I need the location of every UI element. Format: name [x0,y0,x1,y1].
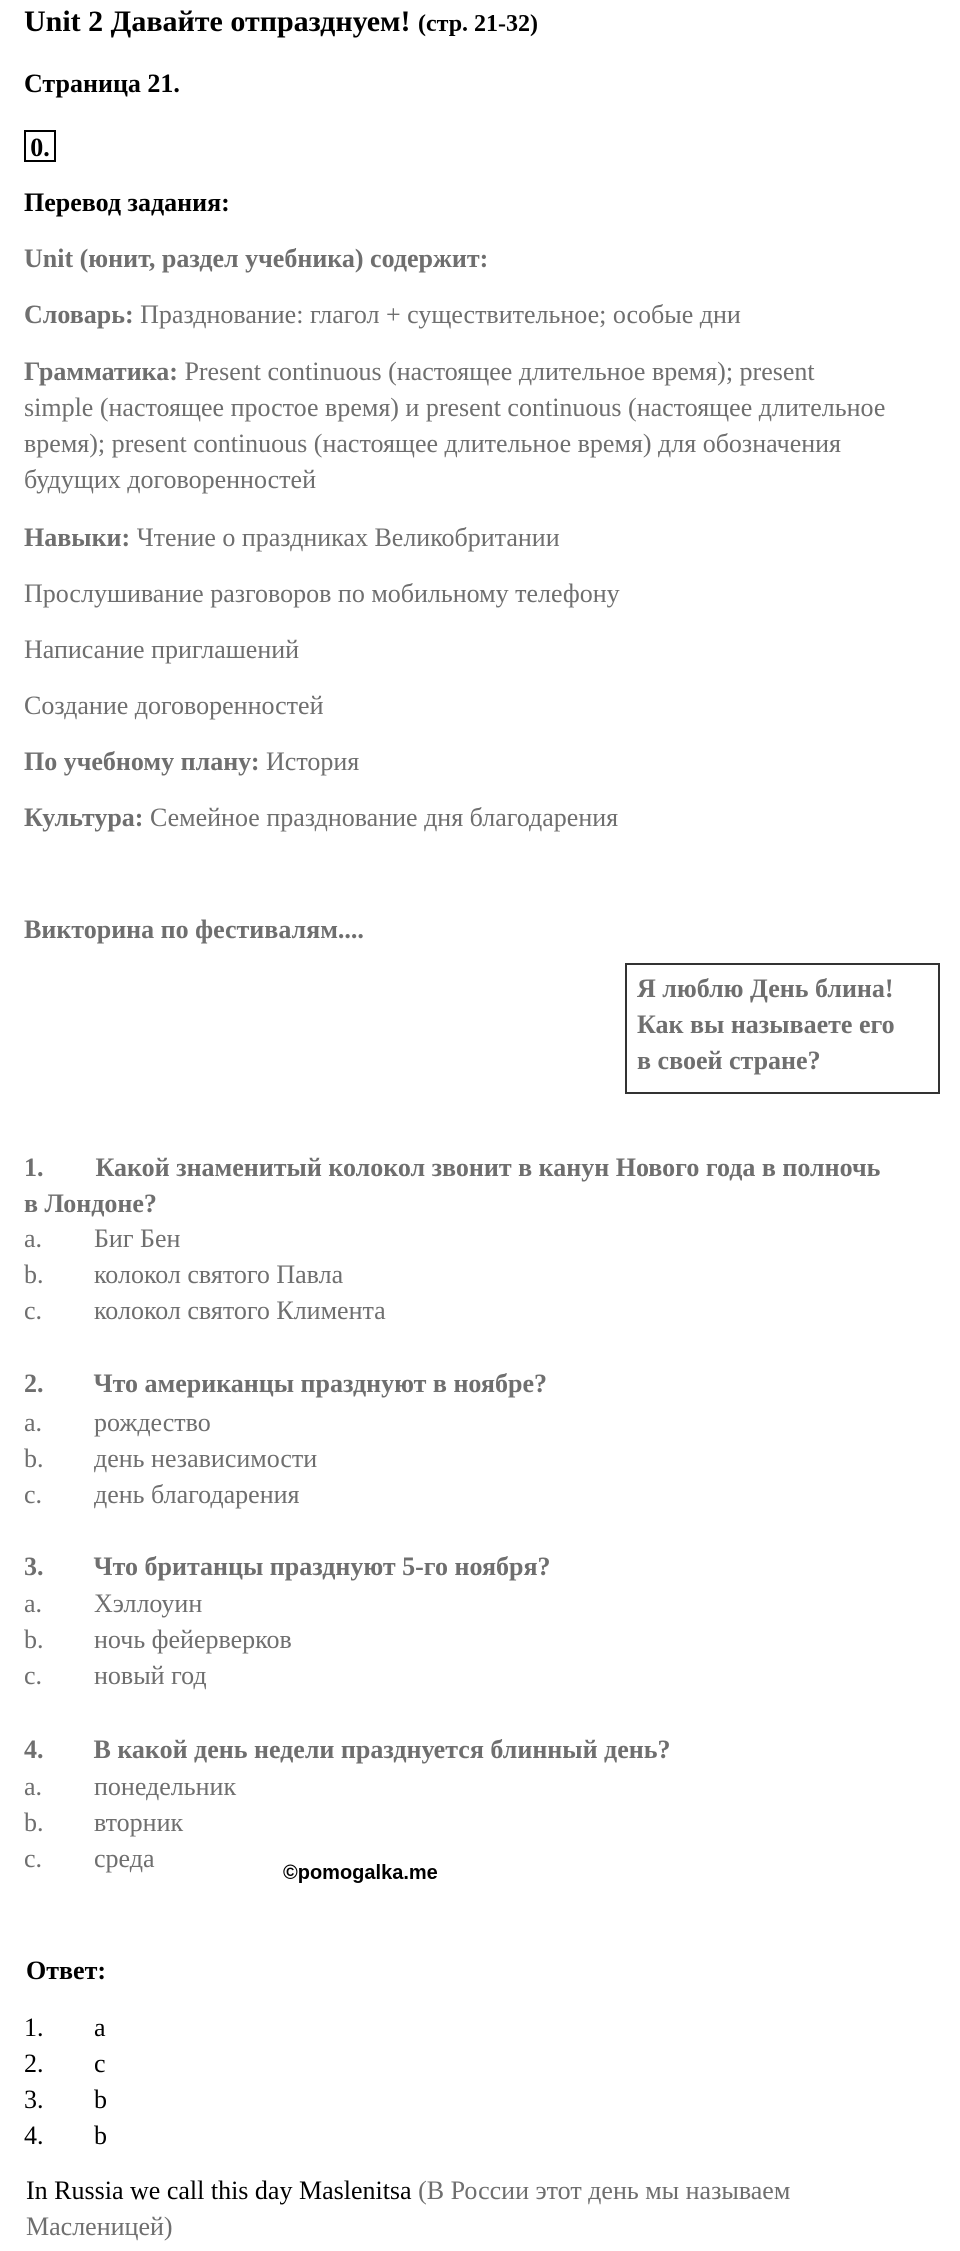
question-1-option-c [0,1294,960,1328]
callout-line-3: в своей стране? [637,1046,821,1075]
option-letter: b. [24,1444,44,1473]
unit-title-text: Unit 2 Давайте отпразднуем! [24,5,411,38]
question-1 [24,1150,880,1186]
curriculum-text: История [259,747,360,776]
question-4 [24,1732,670,1768]
skills-line [24,521,560,555]
question-1-number: 1. [24,1153,44,1182]
option-text: ночь фейерверков [94,1625,292,1654]
watermark: ©pomogalka.me [283,1862,438,1884]
question-2-option-b [0,1442,960,1476]
vocabulary-text: Празднование: глагол + существительное; особые дни [133,300,741,329]
curriculum-label: По учебному плану: [24,747,260,776]
question-4-option-a [0,1770,960,1804]
final-answer-english: In Russia we call this day Maslenitsa [26,2176,412,2205]
question-2-option-c [0,1478,960,1512]
culture-label: Культура: [24,803,144,832]
unit-pages: (стр. 21-32) [417,11,539,37]
skills-writing: Написание приглашений [24,635,300,664]
option-text: Биг Бен [94,1224,181,1253]
answer-number: 3. [24,2085,44,2114]
option-letter: c. [24,1844,43,1873]
page-label: Страница 21. [24,69,180,98]
skills-arrangements: Создание договоренностей [24,691,324,720]
question-4-number: 4. [24,1735,44,1764]
answer-number: 2. [24,2049,44,2078]
answer-value: c [94,2049,106,2078]
option-text: вторник [94,1808,184,1837]
answer-3 [0,2083,960,2117]
option-letter: a. [24,1772,43,1801]
answer-number: 4. [24,2121,44,2150]
question-1-text-line-2: в Лондоне? [24,1189,157,1218]
question-4-option-b [0,1806,960,1840]
option-text: новый год [94,1661,207,1690]
answer-value: b [94,2121,107,2150]
question-3-number: 3. [24,1552,44,1581]
question-3-option-a [0,1587,960,1621]
final-answer-translation-1: (В России этот день мы называем [411,2176,791,2205]
option-text: колокол святого Павла [94,1260,344,1289]
option-letter: b. [24,1808,44,1837]
vocabulary-label: Словарь: [24,300,134,329]
option-letter: a. [24,1224,43,1253]
curriculum-line [24,745,359,779]
grammar-line-4: будущих договоренностей [24,465,316,494]
answer-4 [0,2119,960,2153]
answer-1 [0,2011,960,2045]
question-3-option-b [0,1623,960,1657]
option-text: Хэллоуин [94,1589,203,1618]
option-letter: a. [24,1589,43,1618]
answer-heading: Ответ: [26,1956,107,1985]
grammar-line-1 [24,355,815,389]
skills-label: Навыки: [24,523,131,552]
grammar-line-2: simple (настоящее простое время) и present continuous (настоящее длительное [24,393,886,422]
question-4-text: В какой день недели празднуется блинный день? [93,1735,671,1764]
speech-callout-box [625,963,940,1094]
question-3 [24,1549,551,1585]
option-letter: c. [24,1480,43,1509]
question-2 [24,1366,547,1402]
skills-listening: Прослушивание разговоров по мобильному телефону [24,579,620,608]
answer-value: b [94,2085,107,2114]
question-2-option-a [0,1406,960,1440]
question-3-option-c [0,1659,960,1693]
option-text: день независимости [94,1444,318,1473]
option-text: рождество [94,1408,211,1437]
answer-number: 1. [24,2013,44,2042]
option-letter: b. [24,1625,44,1654]
quiz-title: Викторина по фестивалям.... [24,915,364,944]
callout-line-2: Как вы называете его [637,1010,895,1039]
grammar-line-3: время); present continuous (настоящее длительное время) для обозначения [24,429,842,458]
option-text: среда [94,1844,155,1873]
callout-line-1: Я люблю День блина! [637,974,894,1003]
question-2-text: Что американцы празднуют в ноябре? [93,1369,547,1398]
translation-heading: Перевод задания: [24,188,230,217]
question-1-option-b [0,1258,960,1292]
vocabulary-line [24,298,741,332]
answer-2 [0,2047,960,2081]
culture-text: Семейное празднование дня благодарения [143,803,619,832]
unit-contains-heading: Unit (юнит, раздел учебника) содержит: [24,244,489,273]
question-4-option-c [0,1842,260,1876]
unit-title [24,2,538,44]
option-letter: c. [24,1296,43,1325]
final-answer-line-1 [26,2174,790,2208]
question-1-option-a [0,1222,960,1256]
option-text: колокол святого Климента [94,1296,386,1325]
exercise-number: 0. [24,130,56,162]
grammar-text-1: Present continuous (настоящее длительное время); present [177,357,815,386]
option-letter: b. [24,1260,44,1289]
option-text: день благодарения [94,1480,300,1509]
final-answer-translation-2: Масленицей) [26,2212,173,2241]
option-text: понедельник [94,1772,237,1801]
skills-text: Чтение о праздниках Великобритании [130,523,560,552]
option-letter: a. [24,1408,43,1437]
question-3-text: Что британцы празднуют 5-го ноября? [93,1552,551,1581]
answer-value: a [94,2013,106,2042]
question-1-text-line-1: Какой знаменитый колокол звонит в канун Нового года в полночь [95,1153,881,1182]
grammar-label: Грамматика: [24,357,178,386]
option-letter: c. [24,1661,43,1690]
question-2-number: 2. [24,1369,44,1398]
culture-line [24,801,618,835]
